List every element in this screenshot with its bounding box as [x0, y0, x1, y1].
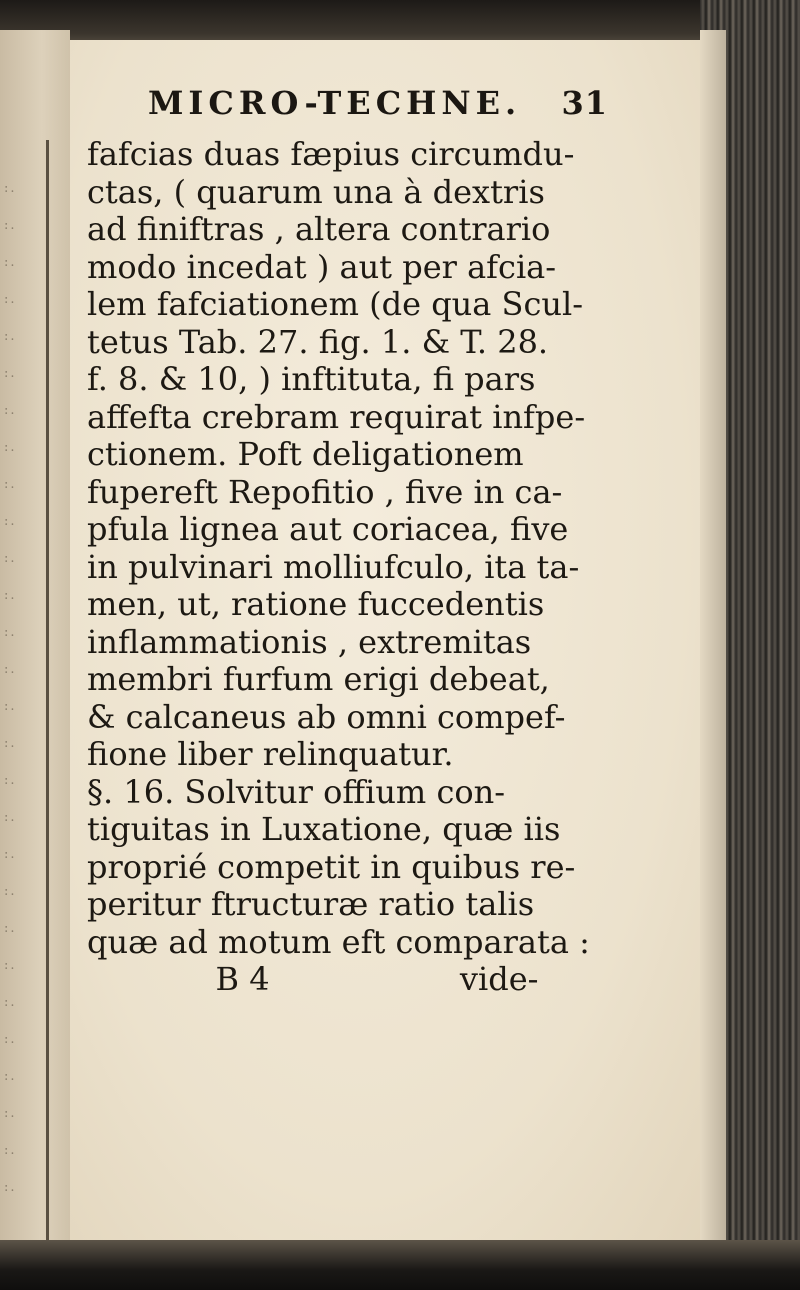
text-line: ad finiftras , altera contrario [87, 210, 551, 248]
body-text [87, 136, 607, 999]
text-line: ctas, ( quarum una à dextris [87, 172, 545, 211]
text-line: peritur ftructuræ ratio talis [87, 885, 535, 923]
text-line: modo incedat ) aut per afcia- [87, 247, 557, 286]
text-line: §. 16. Solvitur offium con- [87, 772, 506, 811]
footer-line [87, 961, 607, 999]
text-line: lem fafciationem (de qua Scul- [87, 285, 584, 323]
running-head [148, 84, 618, 124]
text-line: fione liber relinquatur. [87, 735, 454, 773]
text-line: tetus Tab. 27. fig. 1. & T. 28. [87, 322, 549, 361]
page-lip [700, 30, 726, 1260]
text-line: proprié competit in quibus re- [87, 847, 576, 886]
catchword: vide- [459, 960, 539, 998]
text-line: inflammationis , extremitas [87, 622, 532, 661]
text-line: fafcias duas fæpius circumdu- [87, 135, 575, 173]
text-line: affefta crebram requirat infpe- [87, 397, 586, 436]
text-line: pfula lignea aut coriacea, five [87, 510, 569, 548]
text-line: ctionem. Poft deligationem [87, 435, 524, 473]
page-number: 31 [561, 84, 608, 122]
page-stack-edge [700, 0, 800, 1290]
facing-page-bleed: :. :. :. :. :. :. :. :. :. :. :. :. :. :. :. :. :. :. :. :. :. :. :. :. :. :. :. :. [4, 181, 17, 1195]
signature-mark: B 4 [215, 960, 270, 998]
gutter-rule [46, 140, 49, 1270]
running-head-title: MICRO-TECHNE. [148, 84, 522, 122]
text-line: tiguitas in Luxatione, quæ iis [87, 810, 561, 848]
text-line: quæ ad motum eft comparata : [87, 922, 590, 961]
scan-bottom-edge [0, 1240, 800, 1290]
facing-page-edge [0, 30, 70, 1280]
text-line: men, ut, ratione fuccedentis [87, 585, 545, 623]
text-line: f. 8. & 10, ) inftituta, fi pars [87, 360, 536, 398]
text-line: fupereft Repofitio , five in ca- [87, 472, 563, 511]
text-line: membri furfum erigi debeat, [87, 660, 550, 698]
text-line: in pulvinari molliufculo, ita ta- [87, 547, 580, 586]
text-line: & calcaneus ab omni compef- [87, 697, 566, 736]
